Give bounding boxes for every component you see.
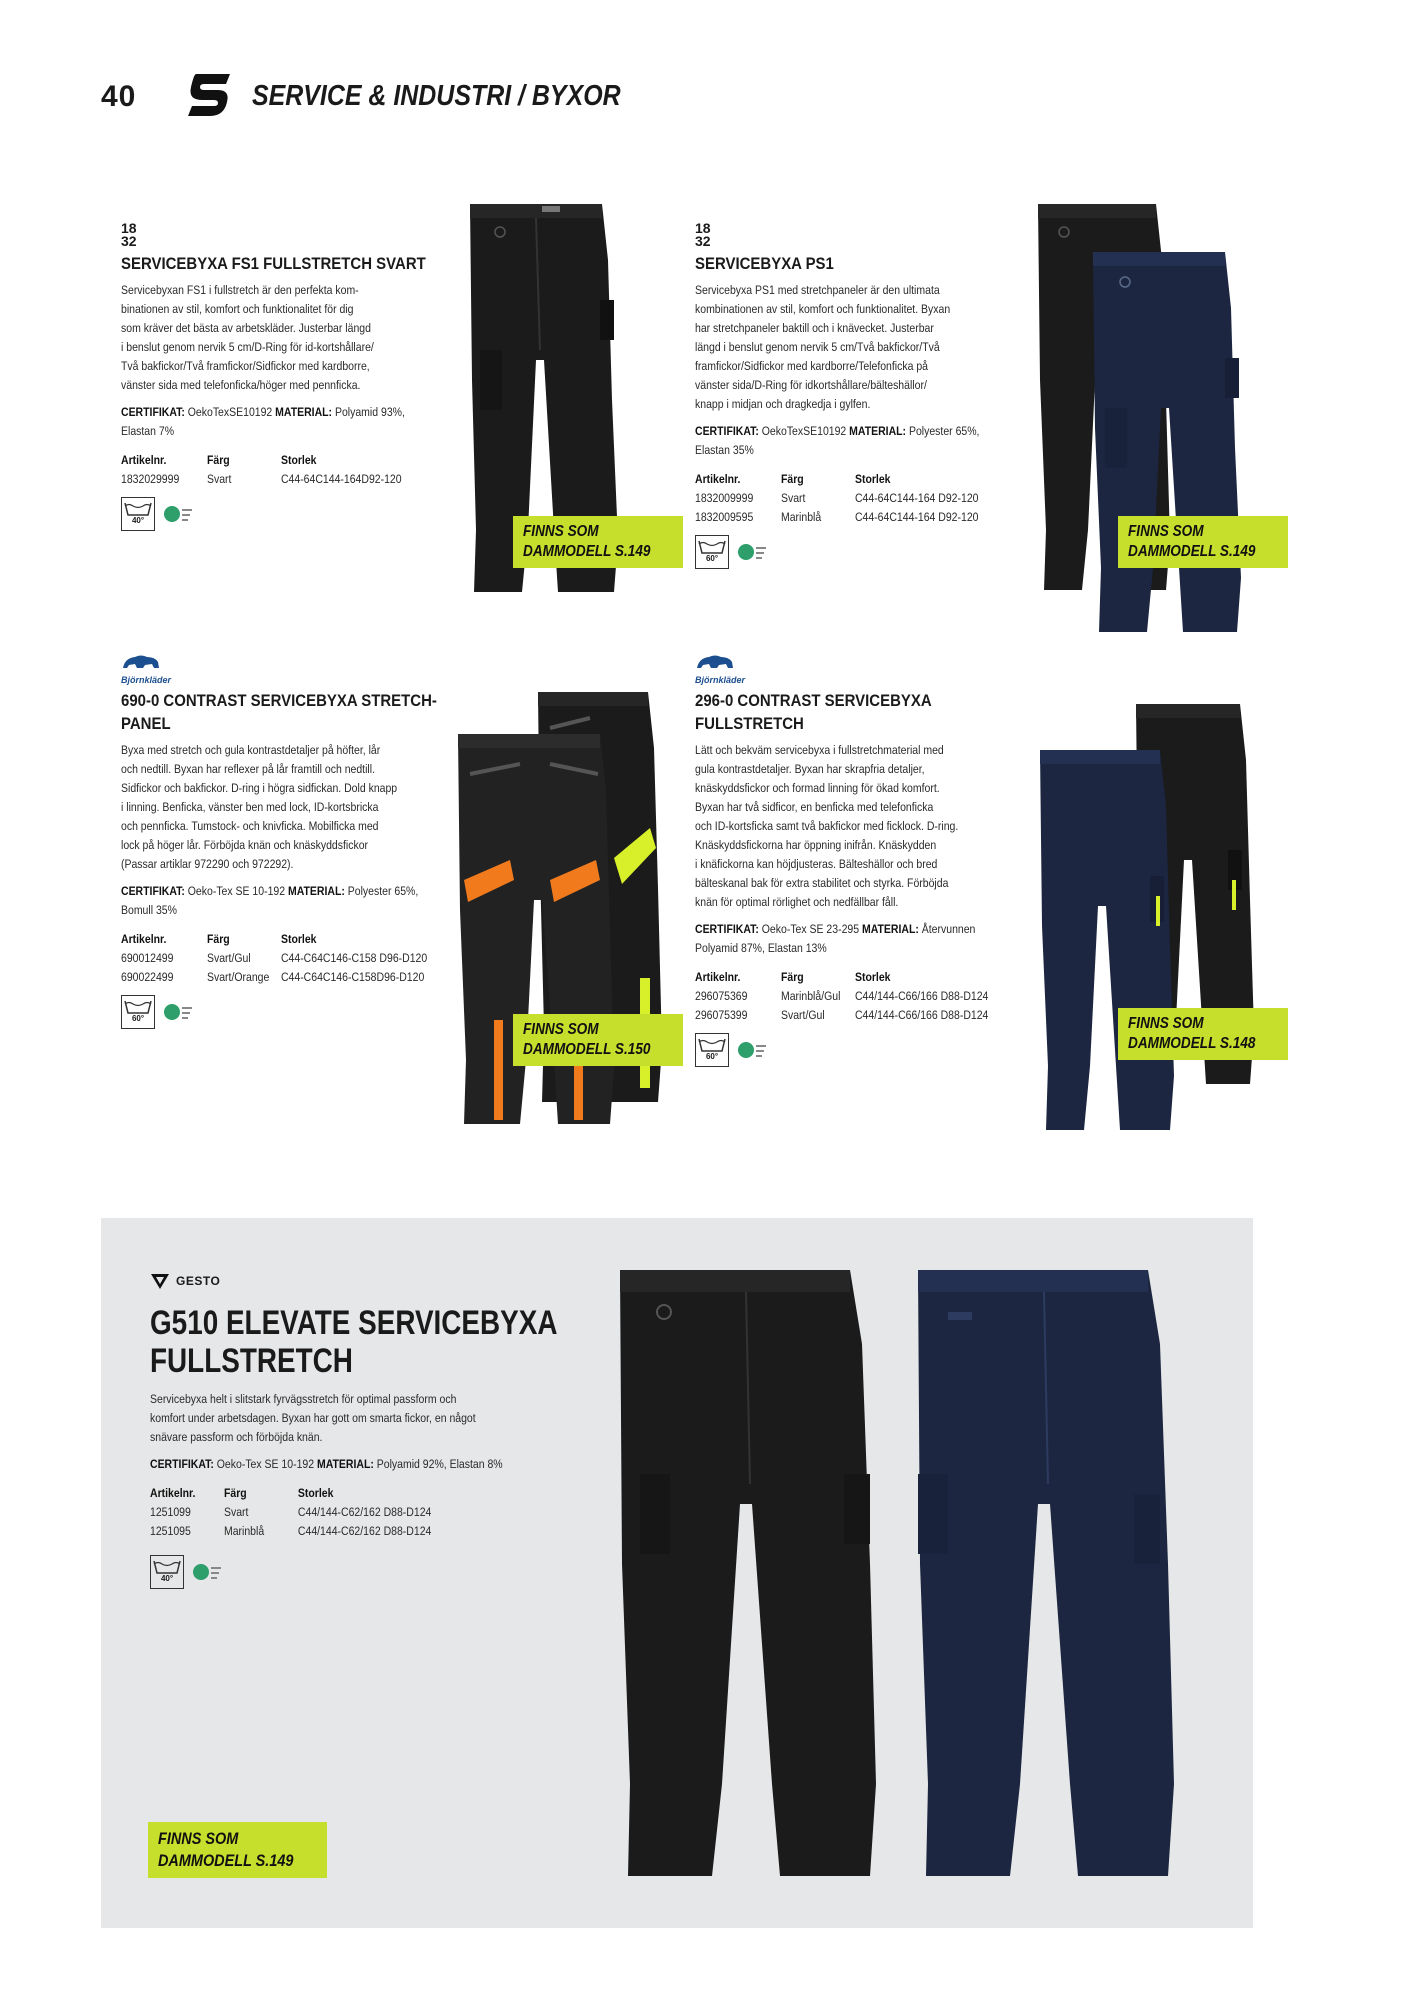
product-title: SERVICEBYXA FS1 FULLSTRETCH SVART [121,254,426,273]
table-row: 1251095 Marinblå C44/144-C62/162 D88-D124 [150,1524,432,1538]
product-fs1 [121,220,426,531]
table-row: 1832009595 Marinblå C44-64C144-164 D92-120 [695,510,979,524]
table-row: 1832009999 Svart C44-64C144-164 D92-120 [695,491,979,505]
spec-table: Artikelnr. Färg Storlek 296075369 Marinblå/Gul C44/144-C66/166 D88-D124 296075399 Svart/Gul C44/144-C66/166 D88-D124 [695,968,1004,1025]
pants-296-0-navy-image [1032,746,1182,1136]
spec-table: Artikelnr. Färg Storlek 1832029999 Svart C44-64C144-164D92-120 [121,451,420,489]
gesto-logo: GESTO [150,1272,530,1290]
section-title: SERVICE & INDUSTRI / BYXOR [252,80,621,112]
badge-dammodell: FINNS SOM DAMMODELL S.149 [513,516,683,568]
brand-1832-logo: 18 32 [121,220,137,249]
product-ps1 [695,222,1000,569]
pants-690-0-orange-image [450,730,630,1130]
care-symbols [121,995,431,1029]
wash-icon: 40° [121,497,155,531]
product-690-0 [121,652,437,1029]
product-certificate: CERTIFIKAT: Oeko-Tex SE 10-192 MATERIAL: Polyester 65%, Bomull 35% [121,884,419,917]
oeko-tex-icon [192,1561,222,1583]
page-number: 40 [101,80,137,113]
pants-g510-black-image [600,1264,900,1884]
badge-dammodell: FINNS SOM DAMMODELL S.148 [1118,1008,1288,1060]
oeko-tex-icon [163,1001,193,1023]
wash-icon: 60° [121,995,155,1029]
badge-dammodell: FINNS SOM DAMMODELL S.149 [1118,516,1288,568]
table-row: 1832029999 Svart C44-64C144-164D92-120 [121,472,402,486]
spec-table: Artikelnr. Färg Storlek 1251099 Svart C44/144-C62/162 D88-D124 1251095 Marinblå C44/144-C62/162 D88-D124 [150,1484,529,1541]
brand-1832-logo: 18 32 [695,220,711,249]
s-logo-icon [186,72,234,118]
care-symbols [150,1555,530,1589]
product-certificate: CERTIFIKAT: Oeko-Tex SE 10-192 MATERIAL: Polyamid 92%, Elastan 8% [150,1457,503,1471]
spec-table: Artikelnr. Färg Storlek 1832009999 Svart C44-64C144-164 D92-120 1832009595 Marinblå C44-64C144-164 D92-120 [695,470,999,527]
product-certificate: CERTIFIKAT: OekoTexSE10192 MATERIAL: Polyester 65%, Elastan 35% [695,424,980,457]
product-title: 296-0 CONTRAST SERVICEBYXA FULLSTRETCH [695,691,932,733]
badge-dammodell: FINNS SOM DAMMODELL S.149 [148,1822,327,1878]
product-description: Servicebyxa helt i slitstark fyrvägsstretch för optimal passform och komfort under arbetsdagen. Byxan har gott om smarta fickor, en något snävare passform och förböjda knän. [150,1392,476,1444]
bjornklader-logo: Björnkläder [695,652,1005,685]
table-row: 1251099 Svart C44/144-C62/162 D88-D124 [150,1505,432,1519]
product-description: Servicebyxan FS1 i fullstretch är den perfekta kom- binationen av stil, komfort och funktionalitet för dig som kräver det bästa av arbetskläder. Justerbar längd i benslut genom nervik 5 cm/D-Ring för id-kortshållare/ Två bakfickor/Två framfickor/Sidfickor med kardborre, vänster sida med telefonficka/höger med pennficka. [121,283,374,392]
oeko-tex-icon [737,541,767,563]
bear-icon [121,652,161,670]
product-g510 [150,1272,558,1589]
product-certificate: CERTIFIKAT: Oeko-Tex SE 23-295 MATERIAL: Återvunnen Polyamid 87%, Elastan 13% [695,922,976,955]
table-row: 296075369 Marinblå/Gul C44/144-C66/166 D88-D124 [695,989,989,1003]
oeko-tex-icon [737,1039,767,1061]
wash-icon: 60° [695,535,729,569]
badge-dammodell: FINNS SOM DAMMODELL S.150 [513,1014,683,1066]
care-symbols [121,497,421,531]
bjornklader-logo: Björnkläder [121,652,431,685]
table-row: 296075399 Svart/Gul C44/144-C66/166 D88-D124 [695,1008,989,1022]
product-certificate: CERTIFIKAT: OekoTexSE10192 MATERIAL: Polyamid 93%, Elastan 7% [121,405,405,438]
product-description: Byxa med stretch och gula kontrastdetaljer på höfter, lår och nedtill. Byxan har reflexer på lår framtill och nedtill. Sidfickor och bakfickor. D-ring i högra sidfickan. Dold knapp i linning. Benficka, vänster ben med lock, ID-kortsbricka och pennficka. Tumstock- och knivficka. Mobilficka med lock på höger lår. Förböjda knän och knäskyddsfickor (Passar artiklar 972290 och 972292). [121,743,398,871]
table-row: 690022499 Svart/Orange C44-C64C146-C158D96-D120 [121,970,425,984]
pants-g510-navy-image [898,1264,1198,1884]
care-symbols [695,1033,1005,1067]
product-title: G510 ELEVATE SERVICEBYXA FULLSTRETCH [150,1304,558,1380]
product-title: 690-0 CONTRAST SERVICEBYXA STRETCH- PANEL [121,691,437,733]
product-description: Servicebyxa PS1 med stretchpaneler är den ultimata kombinationen av stil, komfort och funktionalitet. Byxan har stretchpaneler baktill och i knävecket. Justerbar längd i benslut genom nervik 5 cm/Två bakfickor/Två framfickor/Sidfickor med kardborre/Telefonficka på vänster sida/D-Ring för idkortshållare/bälteshällor/ knapp i midjan och dragkedja i gylfen. [695,283,951,411]
gesto-v-icon [150,1272,170,1290]
bear-icon [695,652,735,670]
product-296-0 [695,652,1005,1067]
pants-ps1-navy-image [1085,248,1255,638]
wash-icon: 40° [150,1555,184,1589]
oeko-tex-icon [163,503,193,525]
care-symbols [695,535,1000,569]
product-title: SERVICEBYXA PS1 [695,254,834,273]
wash-icon: 60° [695,1033,729,1067]
product-description: Lätt och bekväm servicebyxa i fullstretchmaterial med gula kontrastdetaljer. Byxan har skrapfria detaljer, knäskyddsfickor och formad linning för ökad komfort. Byxan har två sidficor, en benficka med telefonficka och ID-kortsficka samt två bakfickor med ficklock. D-ring. Knäskyddsfickorna har öppning inifrån. Knäskydden i knäfickorna kan höjdjusteras. Bälteshällor och bred bälteskanal bak för extra stabilitet och styrka. Förböjda knän för optimal rörlighet och nedfällbar fåll. [695,743,959,909]
table-row: 690012499 Svart/Gul C44-C64C146-C158 D96-D120 [121,951,428,965]
spec-table: Artikelnr. Färg Storlek 690012499 Svart/Gul C44-C64C146-C158 D96-D120 690022499 Svart/Orange C44-C64C146-C158D96-D120 [121,930,430,987]
